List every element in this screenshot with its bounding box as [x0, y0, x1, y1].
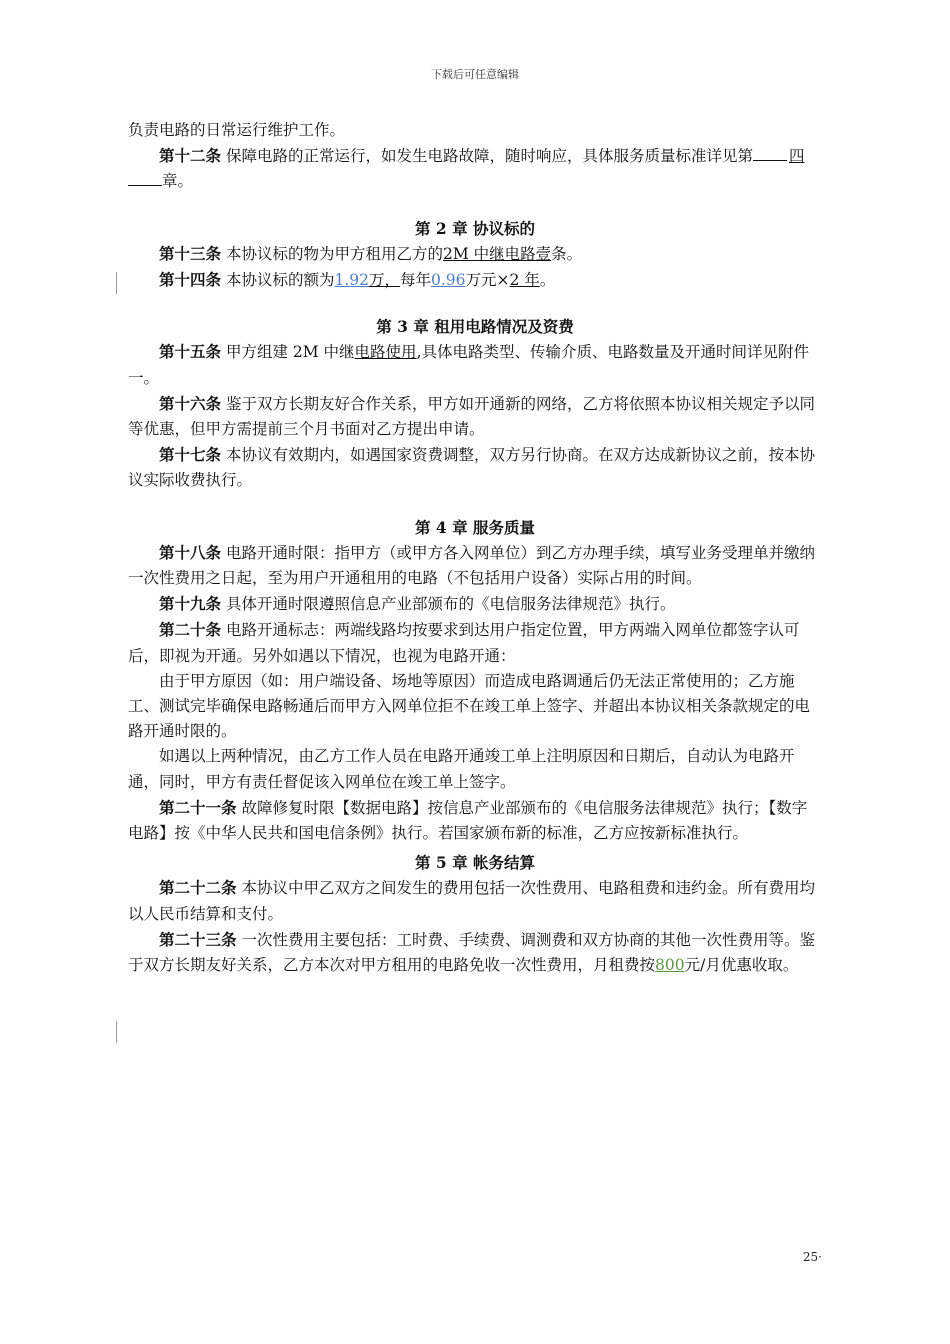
article-text: 电路开通时限：指甲方（或甲方各入网单位）到乙方办理手续，填写业务受理单并缴纳一次性费用之日起，至为用户开通租用的电路（不包括用户设备）实际占用的时间。	[128, 543, 815, 588]
article-text: 本协议标的额为	[225, 271, 335, 290]
underlined-text: 2 年	[509, 271, 540, 290]
filled-blank: 四	[788, 147, 805, 166]
article-15	[128, 339, 822, 390]
article-text: 甲方组建 2M 中继	[225, 343, 355, 362]
change-bar	[116, 272, 117, 294]
article-text: 条。	[551, 244, 583, 263]
paragraph: 如遇以上两种情况，由乙方工作人员在电路开通竣工单上注明原因和日期后，自动认为电路开通，同时，甲方有责任督促该入网单位在竣工单上签字。	[128, 747, 795, 791]
article-20	[128, 617, 822, 668]
article-label: 第十五条	[159, 342, 222, 362]
article-text: 本协议有效期内，如遇国家资费调整，双方另行协商。在双方达成新协议之前，按本协议实际收费执行。	[128, 446, 815, 490]
article-text: 章。	[162, 172, 194, 191]
chapter-5-title: 第 5 章 帐务结算	[415, 853, 535, 873]
article-text: 保障电路的正常运行，如发生电路故障，随时响应，具体服务质量标准详见第	[225, 147, 753, 166]
article-label: 第二十一条	[159, 797, 237, 817]
article-text: 鉴于双方长期友好合作关系，甲方如开通新的网络，乙方将依照本协议相关规定予以同等优惠，但甲方需提前三个月书面对乙方提出申请。	[128, 394, 815, 439]
article-label: 第十三条	[159, 243, 222, 263]
page-number: 25·	[802, 1250, 822, 1264]
article-label: 第二十三条	[159, 929, 237, 949]
article-label: 第十八条	[159, 542, 222, 562]
article-18	[128, 540, 822, 591]
article-label: 第十九条	[159, 594, 222, 614]
article-16	[128, 391, 822, 442]
article-text: 本协议中甲乙双方之间发生的费用包括一次性费用、电路租费和违约金。所有费用均以人民币结算和支付。	[128, 879, 815, 923]
article-19	[128, 591, 822, 617]
article-text: 万元×	[465, 271, 510, 290]
revised-amount: 0.96	[431, 271, 466, 290]
article-label: 第十六条	[159, 393, 222, 413]
revised-amount: 1.92	[334, 271, 369, 290]
article-12	[128, 143, 822, 194]
article-label: 第二十二条	[159, 878, 237, 898]
article-21	[128, 795, 822, 846]
paragraph: 负责电路的日常运行维护工作。	[128, 121, 346, 139]
article-text: 一次性费用主要包括：工时费、手续费、调测费和双方协商的其他一次性费用等。鉴于双方长期友好关系，乙方本次对甲方租用的电路免收一次性费用，月租费按	[128, 930, 815, 975]
paragraph: 由于甲方原因（如：用户端设备、场地等原因）而造成电路调通后仍无法正常使用的；乙方施工、测试完毕确保电路畅通后而甲方入网单位拒不在竣工单上签字、并超出本协议相关条款规定的电路开通时限的。	[128, 671, 811, 741]
article-text: 具体开通时限遵照信息产业部颁布的《电信服务法律规范》执行。	[225, 595, 676, 614]
underlined-text: 2M 中继电路壹	[442, 244, 552, 263]
article-text: 。	[539, 271, 556, 290]
change-bar	[116, 1021, 117, 1043]
article-text: 电路开通标志：两端线路均按要求到达用户指定位置，甲方两端入网单位都签字认可后，即视为开通。另外如遇以下情况，也视为电路开通：	[128, 621, 800, 665]
revised-amount: 800	[655, 956, 685, 975]
article-13	[128, 241, 822, 267]
article-text: 每年	[400, 271, 432, 290]
article-label: 第十二条	[159, 146, 222, 166]
blank-line	[128, 170, 162, 186]
chapter-2-title: 第 2 章 协议标的	[415, 218, 535, 238]
article-label: 第十七条	[159, 445, 222, 465]
chapter-4-title: 第 4 章 服务质量	[415, 517, 535, 537]
document-body	[128, 118, 822, 978]
article-text: 元/月优惠收取。	[684, 956, 799, 975]
article-text: ,具体电路类型、传输介质、电路数量及开通时间详见附件一。	[128, 343, 809, 387]
article-22	[128, 875, 822, 926]
article-label: 第二十条	[159, 620, 222, 640]
article-17	[128, 442, 822, 493]
article-label: 第十四条	[159, 270, 222, 290]
blank-line	[753, 145, 787, 161]
underlined-text: 电路使用	[354, 343, 417, 362]
article-14	[128, 267, 822, 293]
article-23	[128, 927, 822, 978]
chapter-3-title: 第 3 章 租用电路情况及资费	[376, 317, 574, 337]
article-text: 本协议标的物为甲方租用乙方的	[225, 244, 443, 263]
underlined-text: 万，	[368, 271, 400, 290]
article-text: 故障修复时限【数据电路】按信息产业部颁布的《电信服务法律规范》执行；【数字电路】按《中华人民共和国电信条例》执行。若国家颁布新的标准，乙方应按新标准执行。	[128, 798, 808, 843]
page-header: 下载后可任意编辑	[431, 68, 519, 81]
